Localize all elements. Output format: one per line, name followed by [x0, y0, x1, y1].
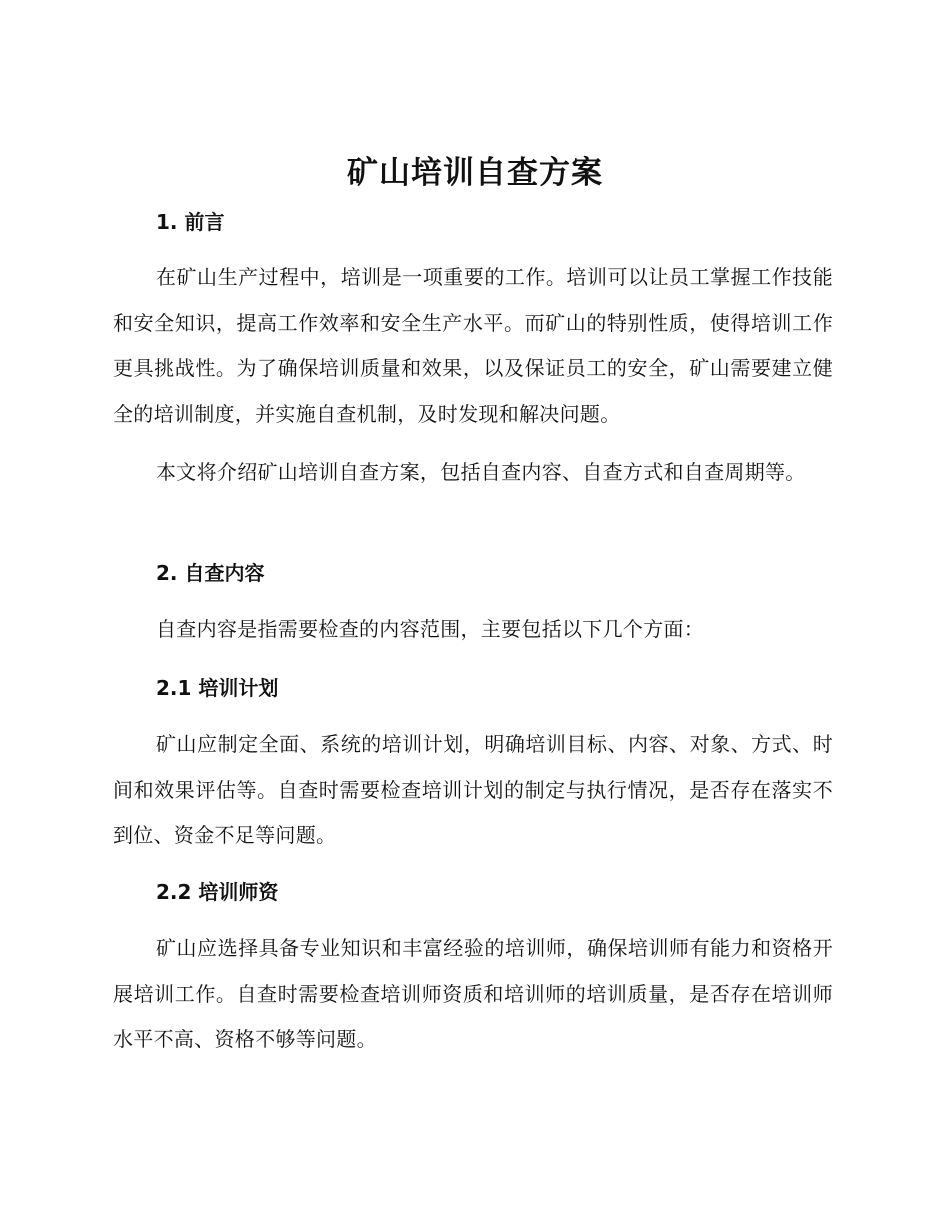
section-heading-self-check-content: 2. 自查内容: [156, 561, 265, 585]
paragraph-preface-2: 本文将介绍矿山培训自查方案，包括自查内容、自查方式和自查周期等。: [156, 460, 806, 484]
section-heading-training-plan: 2.1 培训计划: [156, 676, 279, 700]
section-heading-preface: 1. 前言: [156, 210, 225, 234]
document-title: 矿山培训自查方案: [347, 155, 603, 191]
paragraph-training-plan: 矿山应制定全面、系统的培训计划，明确培训目标、内容、对象、方式、时间和效果评估等。自查时需要检查培训计划的制定与执行情况，是否存在落实不到位、资金不足等问题。: [113, 732, 833, 847]
paragraph-preface-1: 在矿山生产过程中，培训是一项重要的工作。培训可以让员工掌握工作技能和安全知识，提高工作效率和安全生产水平。而矿山的特别性质，使得培训工作更具挑战性。为了确保培训质量和效果，以及保证员工的安全，矿山需要建立健全的培训制度，并实施自查机制，及时发现和解决问题。: [113, 265, 833, 426]
paragraph-training-instructors: 矿山应选择具备专业知识和丰富经验的培训师，确保培训师有能力和资格开展培训工作。自查时需要检查培训师资质和培训师的培训质量，是否存在培训师水平不高、资格不够等问题。: [113, 936, 833, 1051]
paragraph-self-check-content: 自查内容是指需要检查的内容范围，主要包括以下几个方面：: [156, 617, 705, 641]
section-heading-training-instructors: 2.2 培训师资: [156, 880, 279, 904]
